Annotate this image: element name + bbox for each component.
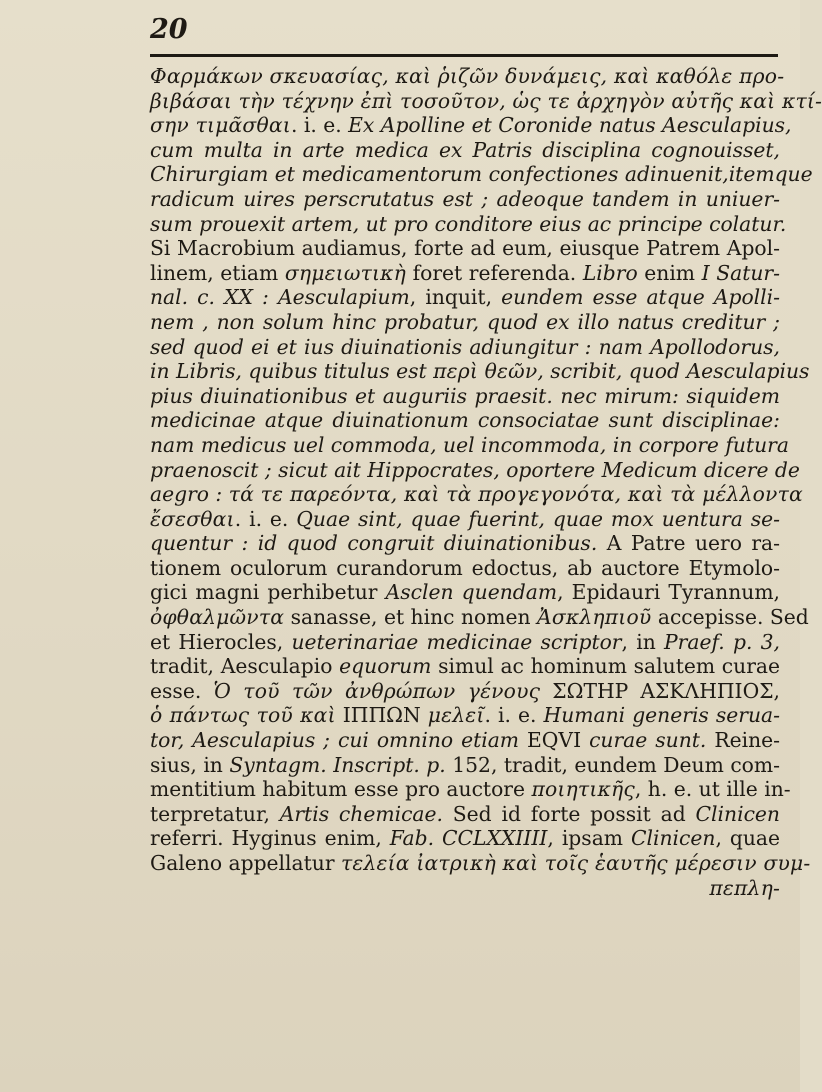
text-segment: cum multa in arte medica ex Patris disciplina cognouisset, [150, 137, 780, 162]
text-segment: . i. e. [484, 703, 544, 728]
text-segment: foret referenda. [406, 260, 583, 285]
text-segment: radicum uires perscrutatus est ; adeoque tandem in uniuer- [150, 186, 780, 211]
text-segment: aegro : [150, 482, 229, 507]
text-segment: Chirurgiam et medicamentorum confectiones adinuenit,itemque [150, 162, 813, 187]
text-segment: tradit, Aesculapio [150, 654, 340, 679]
text-line [150, 654, 780, 679]
text-segment: Reine- [706, 728, 781, 753]
text-line [150, 211, 787, 237]
text-segment: Ὁ τοῦ τῶν ἀνθρώπων γένους [213, 678, 541, 703]
text-line [150, 335, 780, 360]
text-line [150, 876, 780, 901]
text-line [150, 753, 780, 778]
text-line [150, 679, 780, 704]
text-segment: curae sunt. [589, 728, 707, 753]
text-segment: sius, in [150, 752, 230, 777]
text-line [150, 236, 780, 261]
text-segment: sanasse, et hinc nomen [284, 605, 537, 630]
text-segment: τελεία ἰατρικὴ καὶ τοῖς ἑαυτῆς μέρεσιν συμ- [340, 851, 811, 875]
text-segment: Galeno appellatur [150, 851, 341, 875]
text-segment: sed quod ei et ius diuinationis adiungitur : nam Apollodorus, [150, 334, 780, 359]
text-line [150, 384, 780, 409]
text-segment: mentitium habitum esse pro auctore [150, 777, 532, 802]
text-segment: esse. [150, 678, 214, 703]
text-segment: et Hierocles, [150, 629, 292, 654]
text-segment: Ex Apolline et Coronide natus Aesculapius, [348, 113, 792, 138]
text-segment: ΣΩΤΗΡ ΑΣΚΛΗΠΙΟΣ, [540, 678, 780, 703]
text-segment: tor, Aesculapius ; cui omnino etiam [150, 728, 527, 753]
text-segment: equorum [339, 654, 432, 679]
text-segment: ΙΠΠΩΝ [335, 703, 428, 728]
text-segment: , Epidauri Tyrannum, [557, 580, 780, 605]
text-line [150, 580, 780, 605]
text-segment: ὁ πάντως τοῦ καὶ [150, 703, 336, 728]
text-segment: Quae sint, quae fuerint, quae mox uentura se- [296, 506, 780, 531]
text-segment: accepisse. Sed [651, 605, 809, 630]
text-line [150, 851, 811, 876]
text-segment: ποιητικῆς [531, 777, 635, 802]
text-segment: Ἀσκληπιοῦ [536, 605, 652, 630]
text-segment: βιβάσαι τὴν τέχνην ἐπὶ τοσοῦτον, ὡς τε ἀρχηγὸν αὐτῆς καὶ κτί- [150, 88, 822, 113]
text-segment: περὶ θεῶν [433, 359, 538, 384]
text-segment: , scribit, quod Aesculapius [537, 359, 810, 384]
text-segment: Clinicen [695, 801, 780, 826]
text-segment: in Libris, quibus titulus est [150, 359, 434, 384]
text-segment: 152, tradit, eundem Deum com- [445, 752, 780, 777]
text-line [150, 507, 780, 532]
body-text [150, 64, 822, 900]
text-segment: μελεῖ [427, 703, 485, 728]
text-segment: Fab. CCLXXIIII [389, 826, 548, 851]
text-line [150, 261, 780, 286]
text-segment: . i. e. [290, 113, 349, 138]
text-line [150, 113, 792, 138]
text-segment: terpretatur, [150, 801, 280, 826]
text-segment: Libro [582, 260, 638, 285]
page-number: 20 [150, 14, 188, 45]
text-segment: praenoscit ; sicut ait Hippocrates, oportere Medicum dicere de [150, 457, 800, 482]
text-line [150, 703, 780, 728]
text-segment: Si Macrobium audiamus, forte ad eum, eiusque Patrem Apol- [150, 236, 780, 261]
text-segment: Asclen quendam [385, 580, 558, 605]
text-segment: σην τιμᾶσθαι [150, 113, 291, 138]
text-segment: πεπλη- [709, 875, 780, 900]
text-segment: quentur : id quod congruit diuinationibus. [150, 531, 598, 556]
text-segment: Artis chemicae. [279, 801, 443, 826]
text-line [150, 457, 800, 483]
text-line [150, 605, 809, 630]
text-segment: Praef. p. 3, [664, 629, 780, 654]
text-segment: . i. e. [234, 506, 297, 531]
text-segment: τά τε παρεόντα, καὶ τὰ προγεγονότα, καὶ τὰ μέλλοντα [228, 482, 803, 507]
text-segment: I Satur- [701, 260, 780, 285]
text-segment: σημειωτικὴ [284, 260, 407, 285]
text-line [150, 482, 803, 507]
text-segment: , inquit, [409, 285, 502, 310]
text-line [150, 162, 813, 187]
text-segment: Humani generis serua- [543, 703, 780, 728]
text-segment: , quae [715, 826, 780, 851]
text-segment: Clinicen [630, 826, 716, 851]
text-line [150, 802, 780, 827]
text-segment: EQVI [527, 728, 590, 753]
text-segment: enim [637, 260, 702, 285]
text-segment: Sed id forte possit ad [442, 801, 696, 826]
text-segment: eundem esse atque Apolli- [501, 285, 780, 310]
text-segment: referri. Hyginus enim, [150, 826, 390, 851]
text-line [150, 310, 780, 335]
text-segment: ueterinariae medicinae scriptor [291, 629, 622, 654]
text-line [150, 630, 780, 655]
text-line [150, 138, 780, 163]
text-segment: Syntagm. Inscript. p. [229, 752, 446, 777]
text-segment: ἔσεσθαι [150, 506, 235, 531]
text-segment: nam medicus uel commoda, uel incommoda, in corpore futura [150, 432, 789, 457]
text-segment: nal. c. XX : Aesculapium [150, 285, 410, 310]
text-line [150, 531, 780, 556]
text-segment: pius diuinationibus et auguriis praesit. nec mirum: siquidem [150, 383, 780, 408]
text-line [150, 88, 822, 114]
text-segment: simul ac hominum salutem curae [431, 654, 780, 679]
text-segment: medicinae atque diuinationum consociatae sunt disciplinae: [150, 408, 780, 433]
text-segment: , h. e. ut ille in- [634, 777, 791, 802]
text-line [150, 408, 780, 433]
text-line [150, 777, 791, 802]
text-segment: sum prouexit artem, ut pro conditore eius ac principe colatur. [150, 211, 787, 236]
text-line [150, 64, 785, 89]
text-segment: linem, etiam [150, 260, 285, 285]
text-segment: nem , non solum hinc probatur, quod ex illo natus creditur ; [150, 309, 780, 334]
text-segment: A Patre uero ra- [597, 531, 781, 556]
text-segment: Φαρμάκων σκευασίας, καὶ ῥιζῶν δυνάμεις, καὶ καθόλε προ- [150, 64, 785, 88]
header-rule [150, 54, 778, 57]
text-segment: gici magni perhibetur [150, 580, 386, 605]
text-line [150, 728, 780, 753]
text-segment: , ipsam [547, 826, 631, 851]
text-segment: , in [621, 629, 665, 654]
text-segment: ὀφθαλμῶντα [150, 605, 285, 630]
text-line [150, 359, 810, 384]
text-line [150, 285, 780, 310]
text-line [150, 826, 780, 851]
text-segment: tionem oculorum curandorum edoctus, ab auctore Etymolo- [150, 555, 780, 580]
text-line [150, 187, 780, 212]
text-line [150, 556, 780, 581]
text-line [150, 432, 789, 458]
